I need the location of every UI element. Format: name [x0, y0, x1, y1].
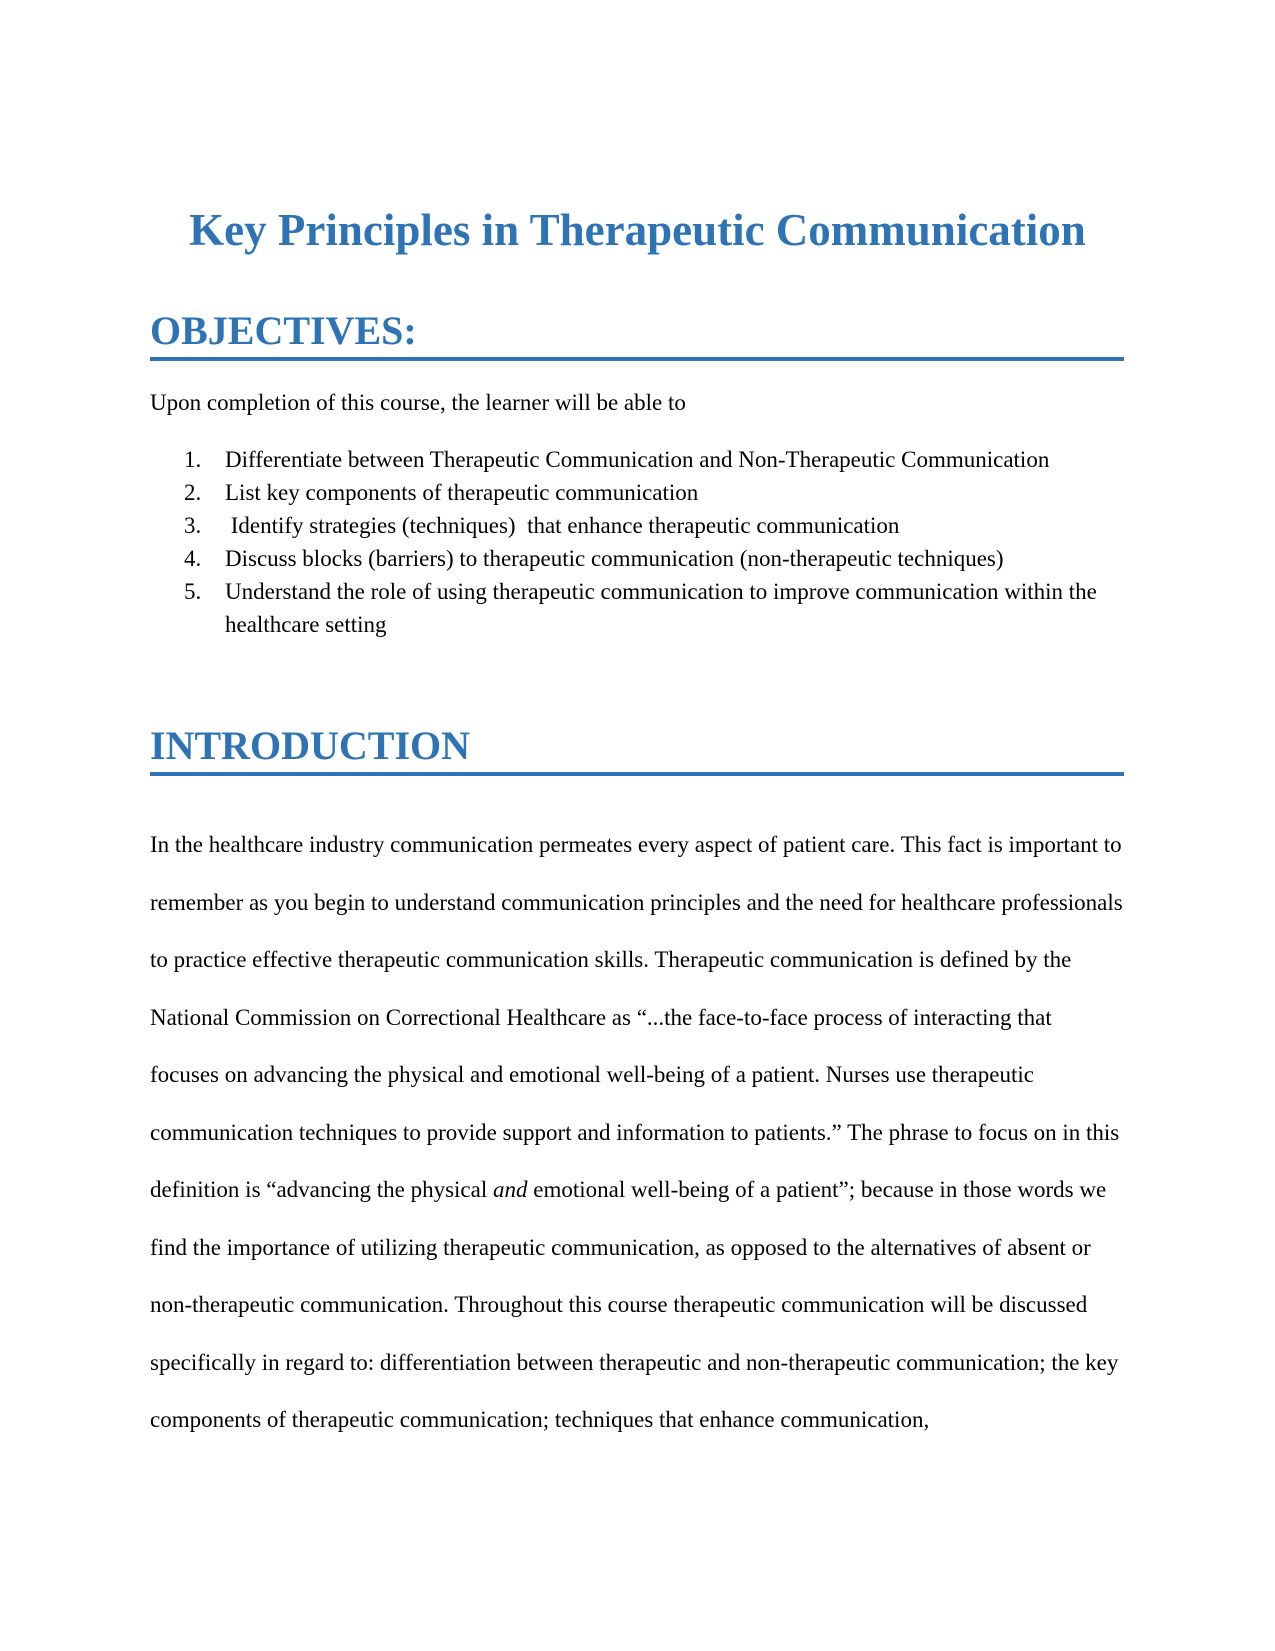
list-item-text: List key components of therapeutic communication	[225, 480, 699, 505]
introduction-heading: INTRODUCTION	[150, 722, 1124, 776]
list-item	[150, 575, 1140, 641]
list-item-number: 1.	[184, 447, 202, 472]
list-item-text: Discuss blocks (barriers) to therapeutic communication (non-therapeutic techniques)	[225, 546, 1004, 571]
paragraph-text: emotional well-being of a patient”; because in those words we find the importance of utilizing therapeutic communication, as opposed to the alternatives of absent or non-therapeutic communication. Throughout this course therapeutic communication will be discussed specifically in regard to: differentiation between therapeutic and non-therapeutic communication; the key components of therapeutic communication; techniques that enhance communication,	[150, 1177, 1119, 1432]
objectives-heading: OBJECTIVES:	[150, 307, 1124, 361]
list-item	[150, 443, 1140, 476]
list-item-text: Differentiate between Therapeutic Communication and Non-Therapeutic Communication	[225, 447, 1050, 472]
introduction-paragraph	[150, 816, 1125, 1449]
list-item	[150, 542, 1140, 575]
list-item-number: 3.	[184, 513, 202, 538]
list-item	[150, 509, 1140, 542]
list-item-number: 2.	[184, 480, 202, 505]
document-title: Key Principles in Therapeutic Communication	[189, 205, 1086, 255]
objectives-intro: Upon completion of this course, the learner will be able to	[150, 390, 686, 415]
objectives-list	[150, 443, 1140, 641]
paragraph-text: In the healthcare industry communication permeates every aspect of patient care. This fact is important to remember as you begin to understand communication principles and the need for healthcare professionals to practice effective therapeutic communication skills. Therapeutic communication is defined by the National Commission on Correctional Healthcare as “...the face-to-face process of interacting that focuses on advancing the physical and emotional well-being of a patient. Nurses use therapeutic communication techniques to provide support and information to patients.” The phrase to focus on in this definition is “advancing the physical	[150, 832, 1123, 1202]
list-item	[150, 476, 1140, 509]
paragraph-emphasis: and	[493, 1177, 528, 1202]
list-item-number: 4.	[184, 546, 202, 571]
list-item-number: 5.	[184, 579, 202, 604]
list-item-text: Understand the role of using therapeutic communication to improve communication within the healthcare setting	[225, 579, 1097, 637]
list-item-text: Identify strategies (techniques) that enhance therapeutic communication	[225, 513, 900, 538]
